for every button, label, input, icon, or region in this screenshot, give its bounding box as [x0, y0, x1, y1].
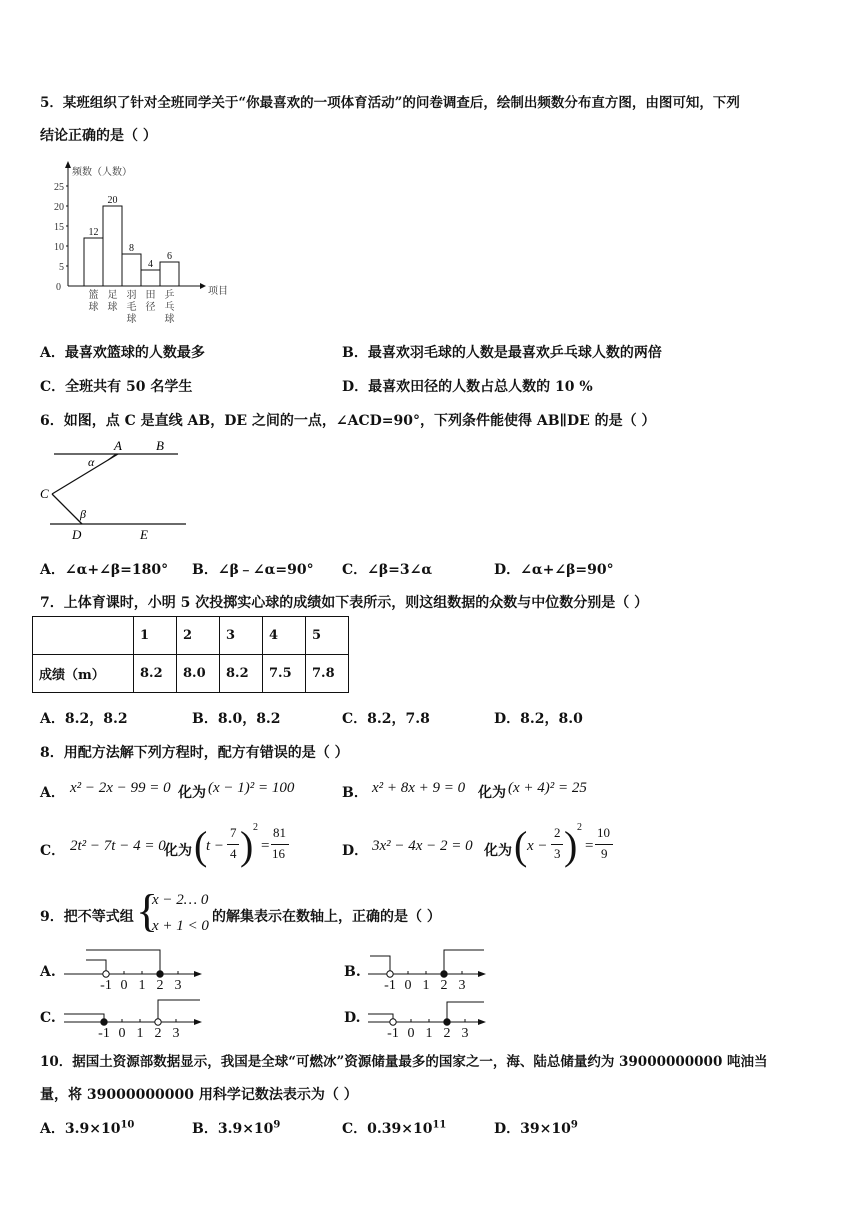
- q6-option-d[interactable]: D．∠α+∠β=90°: [494, 562, 614, 578]
- table-cell: 8.2: [134, 655, 177, 693]
- number-line-tick-label: 2: [156, 978, 164, 993]
- endpoint-two: [444, 1019, 450, 1025]
- q9-inequality-1: x − 2… 0: [152, 892, 209, 908]
- q10-stem-line1: 10．据国土资源部数据显示，我国是全球“可燃冰”资源储量最多的国家之一，海、陆总储量约为 39000000000 吨油当: [40, 1054, 768, 1070]
- number-line-tick-label: 3: [174, 978, 182, 993]
- category-label: 羽: [126, 290, 137, 301]
- q5-option-a[interactable]: A．最喜欢篮球的人数最多: [40, 345, 205, 361]
- y-tick-label: 15: [54, 222, 64, 233]
- number-line-arrow: [478, 1019, 486, 1025]
- number-line-tick-label: 1: [422, 978, 430, 993]
- bar-value-label: 8: [129, 243, 134, 254]
- histogram-bar: [84, 238, 103, 286]
- system-brace: {: [136, 885, 159, 936]
- q8-c-to: 化为: [164, 843, 192, 859]
- number-line-tick-label: 1: [138, 978, 146, 993]
- q7-option-b[interactable]: B．8.0，8.2: [192, 711, 281, 727]
- q10-option-d-base: D．39×10: [494, 1121, 571, 1137]
- q10-option-c[interactable]: [342, 1118, 446, 1138]
- y-tick-label: 20: [54, 202, 64, 213]
- q8-option-d-label[interactable]: D．: [342, 843, 369, 859]
- category-label: 乒: [164, 290, 175, 301]
- number-line-a[interactable]: [64, 946, 204, 994]
- number-line-tick-label: 2: [154, 1026, 162, 1041]
- x-axis-label: 项目: [208, 286, 228, 297]
- q10-option-b-exp: 9: [273, 1119, 281, 1131]
- q8-option-a-label[interactable]: A．: [40, 785, 65, 801]
- x-axis-arrow: [200, 283, 206, 289]
- q10-stem-line2: 量，将 39000000000 用科学记数法表示为（ ）: [40, 1087, 358, 1103]
- q9-option-b-label[interactable]: B.: [344, 964, 361, 980]
- number-line-tick-label: 0: [404, 978, 412, 993]
- fraction-bar: [227, 844, 239, 845]
- q8-d-equation: 3x² − 4x − 2 = 0: [372, 838, 473, 854]
- endpoint-minus-one: [387, 971, 393, 977]
- table-cell: 1: [134, 617, 177, 655]
- q8-c-rhs-den: 16: [272, 846, 285, 861]
- number-line-arrow: [194, 1019, 202, 1025]
- number-line-tick-label: -1: [387, 1026, 399, 1041]
- q8-b-result: (x + 4)² = 25: [508, 780, 587, 796]
- histogram-bar: [141, 270, 160, 286]
- q6-option-a[interactable]: A．∠α+∠β=180°: [40, 562, 169, 578]
- table-cell: 8.0: [177, 655, 220, 693]
- q9-stem-prefix: 9．把不等式组: [40, 909, 134, 925]
- y-tick-label: 5: [59, 262, 64, 273]
- q8-d-paren-open: (: [514, 823, 528, 868]
- q6-option-b[interactable]: B．∠β﹣∠α=90°: [192, 562, 314, 578]
- category-label: 乓: [164, 302, 175, 313]
- label-b: B: [156, 438, 164, 453]
- q8-d-frac-den: 3: [554, 846, 561, 861]
- y-axis-arrow: [65, 161, 71, 168]
- q8-c-rhs-num: 81: [273, 825, 286, 840]
- table-cell: [33, 617, 134, 655]
- q8-b-equation: x² + 8x + 9 = 0: [372, 780, 466, 796]
- solution-ray-right: [444, 950, 484, 974]
- number-line-tick-label: 3: [458, 978, 466, 993]
- q6-stem: 6．如图，点 C 是直线 AB，DE 之间的一点，∠ACD=90°，下列条件能使得 AB∥DE 的是（ ）: [40, 413, 656, 429]
- q6-option-c[interactable]: C．∠β=3∠α: [342, 562, 433, 578]
- category-label: 毛: [126, 302, 137, 313]
- q8-c-paren-open: (: [194, 823, 208, 868]
- number-line-tick-label: -1: [100, 978, 112, 993]
- q8-c-paren-close: ): [240, 823, 254, 868]
- solution-ray-left: [64, 1014, 104, 1022]
- number-line-arrow: [194, 971, 202, 977]
- table-cell: 4: [263, 617, 306, 655]
- table-header-row: [33, 617, 349, 655]
- number-line-tick-label: 0: [407, 1026, 415, 1041]
- q8-c-equation: 2t² − 7t − 4 = 0: [70, 838, 166, 854]
- number-line-c[interactable]: [64, 994, 204, 1042]
- q5-option-b[interactable]: B．最喜欢羽毛球的人数是最喜欢乒乓球人数的两倍: [342, 345, 662, 361]
- q10-option-a-base: A．3.9×10: [40, 1121, 121, 1137]
- category-label: 球: [88, 302, 99, 313]
- endpoint-minus-one: [390, 1019, 396, 1025]
- q10-option-d-exp: 9: [570, 1119, 578, 1131]
- q8-c-equals: =: [261, 838, 270, 854]
- q8-d-equals: =: [585, 838, 594, 854]
- table-cell: 3: [220, 617, 263, 655]
- label-d: D: [72, 527, 82, 542]
- q8-d-to: 化为: [484, 843, 512, 859]
- number-line-b[interactable]: [368, 946, 488, 994]
- bar-value-label: 4: [148, 259, 153, 270]
- solution-ray-right: [158, 1000, 200, 1022]
- score-table: [32, 616, 349, 693]
- fraction-bar: [551, 844, 563, 845]
- q8-b-to: 化为: [478, 785, 506, 801]
- q5-stem-line1: 5．某班组织了针对全班同学关于“你最喜欢的一项体育活动”的问卷调查后，绘制出频数分布直方图，由图可知，下列: [40, 95, 740, 111]
- number-line-tick-label: 1: [425, 1026, 433, 1041]
- q9-option-d-label[interactable]: D.: [344, 1010, 361, 1026]
- solution-ray-left: [370, 956, 390, 974]
- endpoint-two: [157, 971, 163, 977]
- number-line-arrow: [478, 971, 486, 977]
- endpoint-two: [441, 971, 447, 977]
- label-beta: β: [80, 507, 86, 521]
- histogram-bar: [103, 206, 122, 286]
- category-label: 足: [107, 290, 118, 301]
- q8-a-result: (x − 1)² = 100: [208, 780, 295, 796]
- q8-a-to: 化为: [178, 785, 206, 801]
- label-alpha: α: [88, 455, 95, 469]
- q8-c-frac-num: 7: [230, 825, 237, 840]
- bar-value-label: 20: [107, 195, 118, 206]
- category-label: 球: [107, 302, 118, 313]
- endpoint-minus-one: [101, 1019, 107, 1025]
- right-angle-mark-a: [108, 454, 116, 460]
- q8-c-res-pre: t −: [206, 838, 225, 854]
- q8-d-rhs-den: 9: [601, 846, 608, 861]
- number-line-tick-label: 1: [136, 1026, 144, 1041]
- q8-d-paren-close: ): [564, 823, 578, 868]
- category-label: 球: [126, 314, 137, 325]
- category-label: 篮: [88, 290, 99, 301]
- label-e: E: [140, 527, 148, 542]
- y-axis-label: 频数（人数）: [72, 167, 132, 178]
- q5-option-d[interactable]: D．最喜欢田径的人数占总人数的 10 %: [342, 379, 593, 395]
- q10-option-b-base: B．3.9×10: [192, 1121, 274, 1137]
- table-cell: 5: [306, 617, 349, 655]
- table-cell: 7.8: [306, 655, 349, 693]
- q8-d-frac-num: 2: [554, 825, 561, 840]
- histogram-bar: [122, 254, 141, 286]
- q10-option-a-exp: 10: [120, 1119, 135, 1131]
- q7-option-c[interactable]: C．8.2，7.8: [342, 711, 430, 727]
- q8-d-rhs-num: 10: [597, 825, 610, 840]
- table-cell: 8.2: [220, 655, 263, 693]
- parallel-lines-figure: [36, 436, 196, 546]
- table-cell: 成绩（m）: [33, 655, 134, 693]
- q8-option-c-label[interactable]: C．: [40, 843, 66, 859]
- q8-c-frac-den: 4: [230, 846, 237, 861]
- q8-a-equation: x² − 2x − 99 = 0: [70, 780, 171, 796]
- q9-option-c-label[interactable]: C.: [40, 1010, 56, 1026]
- q9-stem-suffix: 的解集表示在数轴上，正确的是（ ）: [212, 909, 441, 925]
- number-line-tick-label: 0: [118, 1026, 126, 1041]
- q9-inequality-2: x + 1 < 0: [152, 918, 209, 934]
- q8-d-square: 2: [577, 822, 582, 833]
- q8-c-square: 2: [253, 822, 258, 833]
- number-line-tick-label: -1: [384, 978, 396, 993]
- table-cell: 7.5: [263, 655, 306, 693]
- q8-d-res-pre: x −: [527, 838, 548, 854]
- histogram-chart: [40, 158, 240, 333]
- fraction-bar: [595, 844, 613, 845]
- q10-option-c-exp: 11: [432, 1119, 447, 1131]
- category-label: 球: [164, 314, 175, 325]
- label-c: C: [40, 486, 49, 501]
- q9-option-a-label[interactable]: A.: [40, 964, 56, 980]
- number-line-d[interactable]: [368, 994, 488, 1042]
- number-line-tick-label: -1: [98, 1026, 110, 1041]
- number-line-tick-label: 3: [461, 1026, 469, 1041]
- q10-option-a[interactable]: [40, 1118, 134, 1138]
- bar-value-label: 12: [88, 227, 99, 238]
- table-cell: 2: [177, 617, 220, 655]
- endpoint-two: [155, 1019, 161, 1025]
- solution-ray-left-2: [86, 950, 160, 974]
- solution-ray-left: [368, 1014, 393, 1022]
- label-a: A: [114, 438, 122, 453]
- category-label: 田: [145, 290, 156, 301]
- q7-option-d[interactable]: D．8.2，8.0: [494, 711, 583, 727]
- number-line-tick-label: 3: [172, 1026, 180, 1041]
- bar-value-label: 6: [167, 251, 172, 262]
- histogram-bar: [160, 262, 179, 286]
- q8-stem: 8．用配方法解下列方程时，配方有错误的是（ ）: [40, 745, 349, 761]
- number-line-tick-label: 0: [120, 978, 128, 993]
- q8-option-b-label[interactable]: B．: [342, 785, 368, 801]
- q10-option-d[interactable]: [494, 1118, 578, 1138]
- y-tick-label: 0: [56, 282, 61, 293]
- q5-stem-line2: 结论正确的是（ ）: [40, 128, 157, 144]
- q7-stem: 7．上体育课时，小明 5 次投掷实心球的成绩如下表所示，则这组数据的众数与中位数分别是（ ）: [40, 595, 649, 611]
- table-row: [33, 655, 349, 693]
- q10-option-c-base: C．0.39×10: [342, 1121, 433, 1137]
- endpoint-minus-one: [103, 971, 109, 977]
- number-line-tick-label: 2: [443, 1026, 451, 1041]
- q7-option-a[interactable]: A．8.2，8.2: [40, 711, 128, 727]
- q5-option-c[interactable]: C．全班共有 50 名学生: [40, 379, 193, 395]
- category-label: 径: [145, 302, 156, 313]
- number-line-tick-label: 2: [440, 978, 448, 993]
- y-tick-label: 25: [54, 182, 64, 193]
- y-tick-label: 10: [54, 242, 64, 253]
- fraction-bar: [271, 844, 289, 845]
- q10-option-b[interactable]: [192, 1118, 280, 1138]
